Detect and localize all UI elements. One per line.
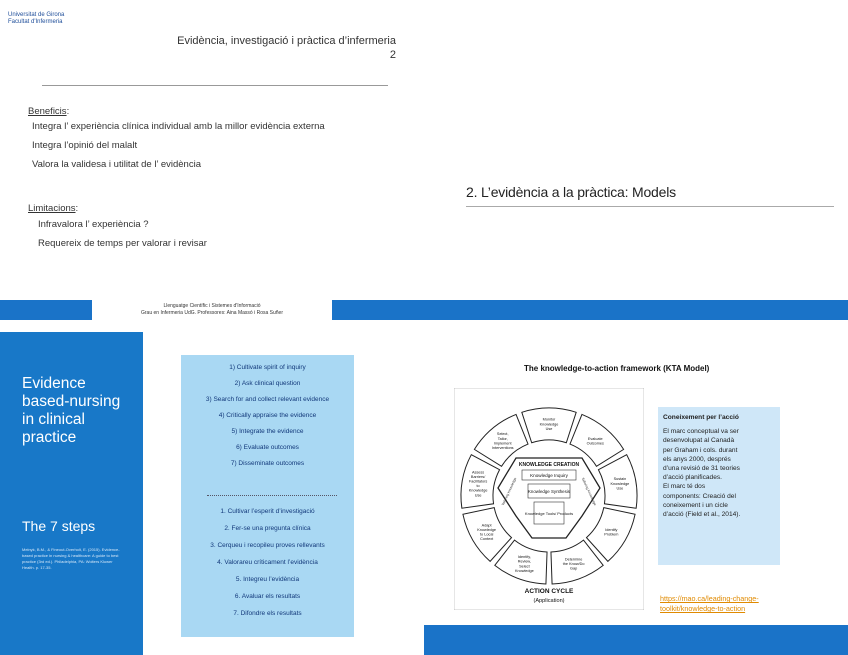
benefit-item: Valora la validesa i utilitat de l’ evidència <box>32 159 201 170</box>
panel-title-line: in clinical <box>22 411 85 428</box>
english-step: 7) Disseminate outcomes <box>230 460 305 467</box>
english-step: 3) Search for and collect relevant evidence <box>205 396 330 403</box>
english-step: 6) Evaluate outcomes <box>236 444 299 451</box>
info-line: per Graham i cols. durant <box>663 446 738 454</box>
cycle-segment-label: Select, Tailor, Implement Interventions <box>491 432 514 451</box>
course-label-line: Llenguatge Científic i Sistemes d'Informació <box>163 303 261 309</box>
panel-title-line: based-nursing <box>22 393 121 410</box>
info-line: El marc conceptual va ser <box>663 428 739 436</box>
divider <box>466 206 834 207</box>
info-title: Coneixement per l’acció <box>663 414 739 421</box>
catalan-step: 2. Fer-se una pregunta clínica <box>224 525 311 532</box>
english-step: 4) Critically appraise the evidence <box>218 412 317 419</box>
info-line: El marc té dos <box>663 483 706 491</box>
link-line[interactable]: https://mao.ca/leading-change- <box>660 594 759 603</box>
link-line[interactable]: toolkit/knowledge-to-action <box>660 604 746 613</box>
logo-line: Universitat de Girona <box>8 12 65 18</box>
limitations-heading-text: Limitacions <box>28 203 76 214</box>
university-logo <box>8 12 78 26</box>
panel-title-line: practice <box>22 429 77 446</box>
benefit-item: Integra l’ experiència clínica individual amb la millor evidència externa <box>32 121 325 132</box>
benefits-heading <box>28 101 69 119</box>
english-step: 2) Ask clinical question <box>234 380 301 387</box>
reference-line: practice (3rd ed.). Philadelphia, PA: Wolters Kluwer <box>22 559 113 564</box>
catalan-step: 4. Valorareu críticament l’evidència <box>217 559 318 566</box>
limitations-heading <box>28 198 78 216</box>
center-header: KNOWLEDGE CREATION <box>518 462 580 468</box>
steps-title: The 7 steps <box>22 518 96 534</box>
side-label: Tailoring Knowledge <box>580 476 598 507</box>
action-cycle-sub: (Application) <box>533 598 565 604</box>
center-item: Knowledge Inquiry <box>530 473 568 478</box>
cycle-segment-label: Monitor Knowledge Use <box>539 417 559 431</box>
panel-title-line: Evidence <box>22 375 86 392</box>
kta-cycle-diagram <box>454 388 644 610</box>
limitation-item: Requereix de temps per valorar i revisar <box>38 238 207 249</box>
cycle-segment-label: Sustain Knowledge Use <box>610 477 630 491</box>
page-number: 2 <box>389 49 396 61</box>
panel-title <box>22 375 137 447</box>
cycle-segment-label: Determine the Know/Do Gap <box>562 557 585 571</box>
slide-title: The knowledge-to-action framework (KTA Model) <box>524 364 710 373</box>
slide-title <box>140 34 396 62</box>
course-label <box>92 300 332 322</box>
reference-text <box>22 547 134 571</box>
slide-models-title <box>424 0 848 300</box>
steps-box <box>181 355 354 637</box>
info-line: d’acció (Field et al., 2014). <box>663 511 741 519</box>
catalan-step: 7. Difondre els resultats <box>233 610 302 617</box>
limitations-heading-colon: : <box>75 203 79 214</box>
slide-kta-model <box>424 300 848 655</box>
slide-title-text: Evidència, investigació i pràctica d’infermeria <box>177 35 396 47</box>
cycle-segment-label: Evaluate Outcomes <box>586 436 604 446</box>
cycle-segment-label: Assess Barriers/ Facilitators to Knowledge Use <box>468 470 488 498</box>
header-stripe <box>424 300 848 320</box>
action-cycle-label: ACTION CYCLE <box>524 588 574 595</box>
reference-line: Health. p. 17-35. <box>22 565 52 570</box>
info-line: d’una revisió de 31 teories <box>663 465 740 473</box>
benefit-item: Integra l’opinió del malalt <box>32 140 138 151</box>
kta-toolkit-link[interactable] <box>660 594 810 614</box>
footer-stripe <box>424 625 848 655</box>
cycle-segment-label: Identify Problem <box>604 528 619 537</box>
cycle-segment-label: Identify, Review, Select Knowledge <box>514 555 534 573</box>
reference-line: based practice in nursing & healthcare: A guide to best <box>22 553 119 558</box>
info-line: els anys 2000, després <box>663 455 731 463</box>
catalan-step: 5. Integreu l’evidència <box>235 576 300 583</box>
side-label: Tailoring Knowledge <box>500 476 518 507</box>
benefits-heading-text: Beneficis <box>28 106 67 117</box>
center-item: Knowledge Tools/ Products <box>524 511 574 516</box>
catalan-step: 1. Cultivar l’esperit d’investigació <box>220 508 315 515</box>
info-line: coneixement i un cicle <box>663 501 728 509</box>
course-label-line: Grau en Infermeria UdG. Professores: Aina Massó i Rosa Suñer <box>140 310 283 316</box>
slide-benefits-limitations <box>0 0 424 300</box>
slide-title: 2. L’evidència a la pràctica: Models <box>466 184 676 200</box>
english-step: 5) Integrate the evidence <box>231 428 304 435</box>
reference-line: Melnyk, B.M., & Fineout-Overholt, E. (2015). Evidence- <box>22 547 120 552</box>
catalan-step: 3. Cerqueu i recopileu proves rellevants <box>210 542 325 549</box>
benefits-heading-colon: : <box>66 106 70 117</box>
catalan-step: 6. Avaluar els resultats <box>234 593 301 600</box>
info-line: components: Creació del <box>663 492 736 500</box>
info-box <box>658 407 780 565</box>
cycle-segment-label: Adapt Knowledge to Local Context <box>477 523 497 542</box>
dotted-separator <box>207 495 337 496</box>
slide-seven-steps <box>0 300 424 655</box>
english-step: 1) Cultivate spirit of inquiry <box>229 364 306 371</box>
info-line: desenvolupat al Canadà <box>663 437 735 445</box>
limitation-item: Infravalora l’ experiència ? <box>38 219 149 230</box>
divider <box>42 85 388 86</box>
info-line: d’acció planificades. <box>663 474 723 482</box>
logo-line: Facultat d'Infermeria <box>8 19 63 25</box>
center-item: Knowledge Synthesis <box>528 489 570 494</box>
